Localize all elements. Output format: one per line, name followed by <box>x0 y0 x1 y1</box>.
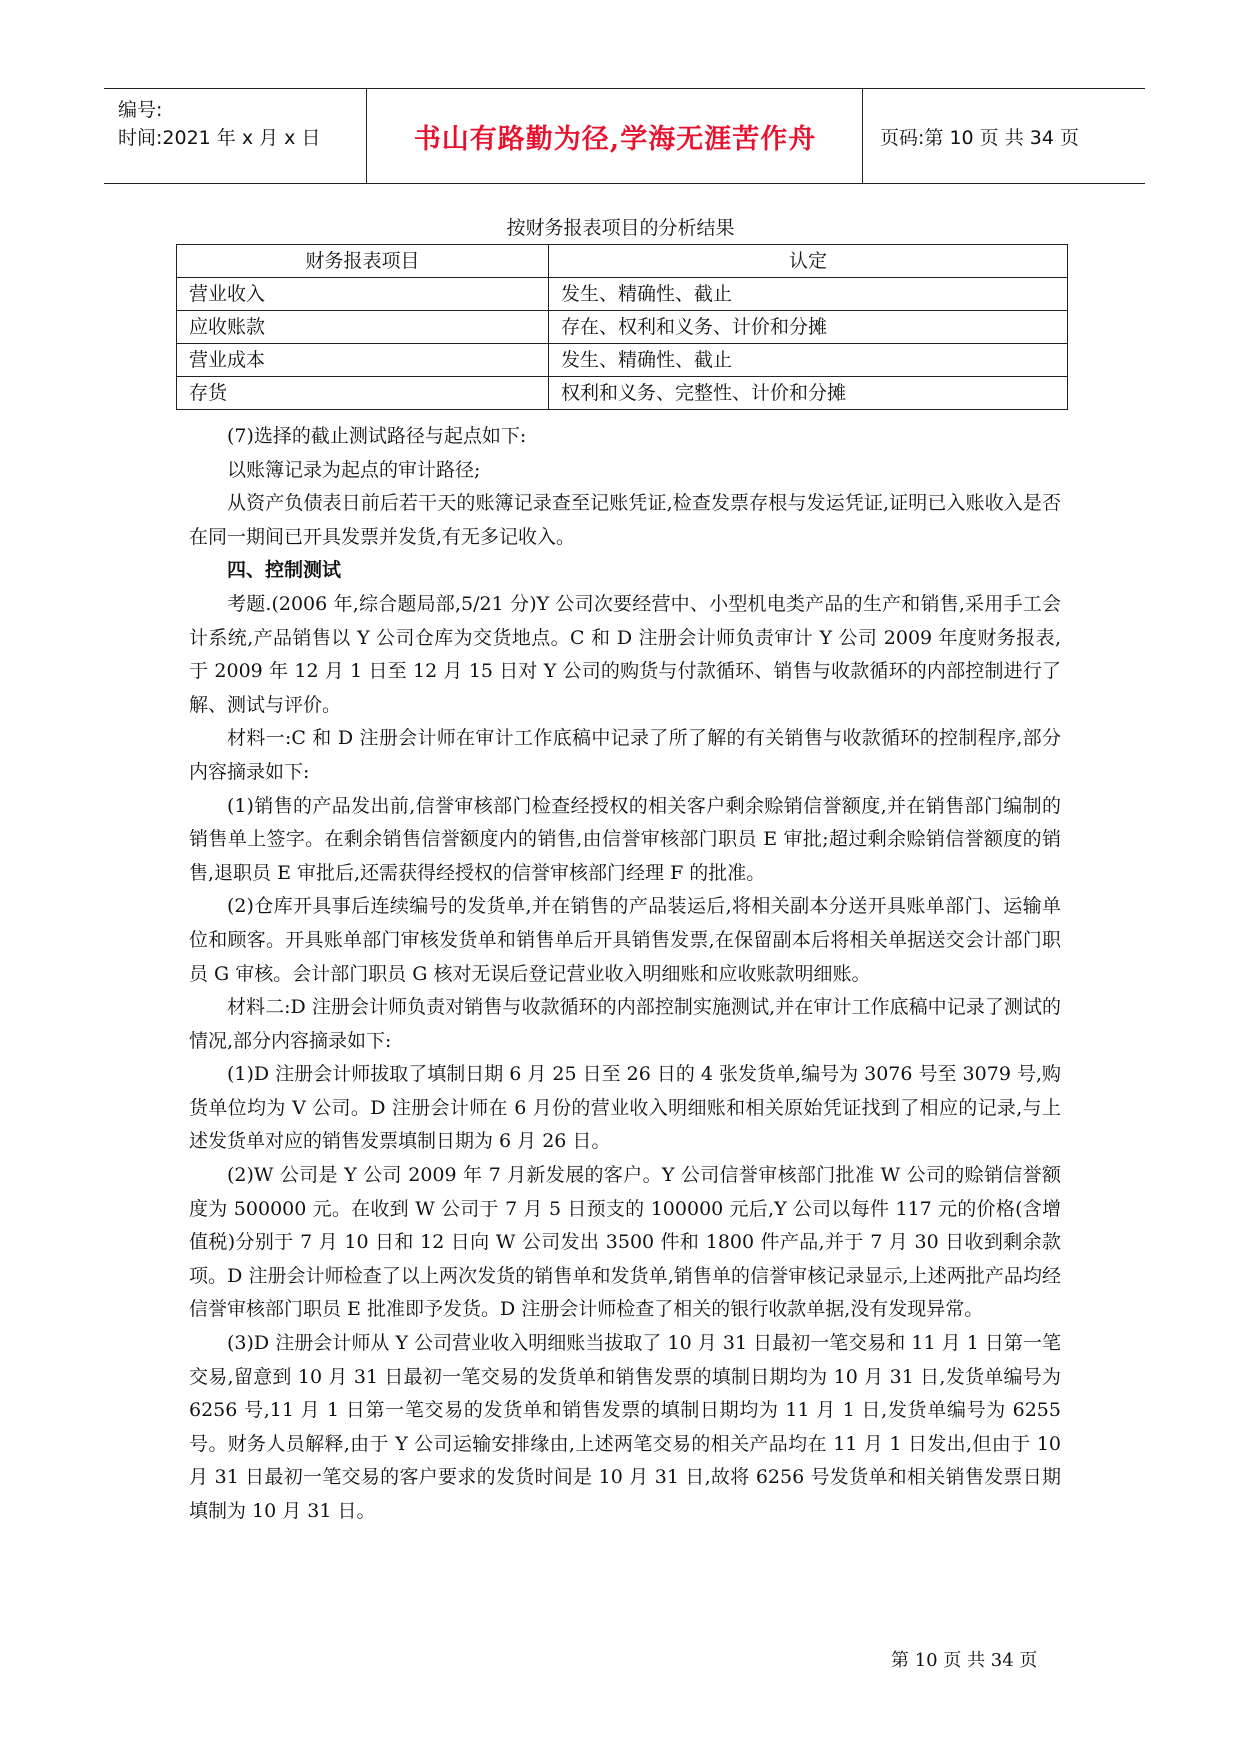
header-page-info: 页码:第 10 页 共 34 页 <box>880 127 1079 149</box>
paragraph-material-one-item-1: (1)销售的产品发出前,信誉审核部门检查经授权的相关客户剩余赊销信誉额度,并在销售部门编制的销售单上签字。在剩余销售信誉额度内的销售,由信誉审核部门职员 E 审批;超过剩余赊销信誉额度的销售,退职员 E 审批后,还需获得经授权的信誉审核部门经理 F 的批准。 <box>189 794 1061 884</box>
page-footer: 第 10 页 共 34 页 <box>891 1650 1038 1671</box>
header-meta <box>104 89 367 183</box>
header-motto: 书山有路勤为径,学海无涯苦作舟 <box>413 124 817 155</box>
table-cell-item: 应收账款 <box>177 311 549 344</box>
paragraph-material-one: 材料一:C 和 D 注册会计师在审计工作底稿中记录了所了解的有关销售与收款循环的控制程序,部分内容摘录如下: <box>189 727 1061 783</box>
table-row <box>177 344 1068 377</box>
table-cell-assertion: 发生、精确性、截止 <box>549 278 1068 311</box>
table-header-item: 财务报表项目 <box>177 245 549 278</box>
table-cell-item: 存货 <box>177 377 549 410</box>
table-header-assertion: 认定 <box>549 245 1068 278</box>
table-caption: 按财务报表项目的分析结果 <box>506 217 735 239</box>
paragraph-exam-question: 考题.(2006 年,综合题局部,5/21 分)Y 公司次要经营中、小型机电类产品的生产和销售,采用手工会计系统,产品销售以 Y 公司仓库为交货地点。C 和 D 注册会计师负责审计 Y 公司 2009 年度财务报表,于 2009 年 12 月 1 日至 12 月 15 日对 Y 公司的购货与付款循环、销售与收款循环的内部控制进行了解、测试与评价。 <box>189 592 1061 716</box>
paragraph-material-two-item-1: (1)D 注册会计师拔取了填制日期 6 月 25 日至 26 日的 4 张发货单,编号为 3076 号至 3079 号,购货单位均为 V 公司。D 注册会计师在 6 月份的营业收入明细账和相关原始凭证找到了相应的记录,与上述发货单对应的销售发票填制日期为 6 月 26 日。 <box>189 1063 1061 1153</box>
table-cell-item: 营业收入 <box>177 278 549 311</box>
table-cell-assertion: 存在、权利和义务、计价和分摊 <box>549 311 1068 344</box>
table-row <box>177 377 1068 410</box>
paragraph-audit-path: 以账簿记录为起点的审计路径; <box>227 458 481 481</box>
paragraph-material-two: 材料二:D 注册会计师负责对销售与收款循环的内部控制实施测试,并在审计工作底稿中记录了测试的情况,部分内容摘录如下: <box>189 996 1061 1052</box>
table-cell-assertion: 权利和义务、完整性、计价和分摊 <box>549 377 1068 410</box>
paragraph-material-two-item-2: (2)W 公司是 Y 公司 2009 年 7 月新发展的客户。Y 公司信誉审核部门批准 W 公司的赊销信誉额度为 500000 元。在收到 W 公司于 7 月 5 日预支的 100000 元后,Y 公司以每件 117 元的价格(含增值税)分别于 7 月 10 日和 12 日向 W 公司发出 3500 件和 1800 件产品,并于 7 月 30 日收到剩余款项。D 注册会计师检查了以上两次发货的销售单和发货单,销售单的信誉审核记录显示,上述两批产品均经信誉审核部门职员 E 批准即予发货。D 注册会计师检查了相关的银行收款单据,没有发现异常。 <box>189 1164 1061 1321</box>
document-time-label: 时间:2021 年 x 月 x 日 <box>118 127 321 149</box>
table-cell-item: 营业成本 <box>177 344 549 377</box>
page-header <box>104 88 1145 184</box>
paragraph-material-two-item-3: (3)D 注册会计师从 Y 公司营业收入明细账当拔取了 10 月 31 日最初一笔交易和 11 月 1 日第一笔交易,留意到 10 月 31 日最初一笔交易的发货单和销售发票的填制日期均为 10 月 31 日,发货单编号为 6256 号,11 月 1 日第一笔交易的发货单和销售发票的填制日期均为 11 月 1 日,发货单编号为 6255 号。财务人员解释,由于 Y 公司运输安排缘由,上述两笔交易的相关产品均在 11 月 1 日发出,但由于 10 月 31 日最初一笔交易的客户要求的发货时间是 10 月 31 日,故将 6256 号发货单和相关销售发票日期填制为 10 月 31 日。 <box>189 1332 1061 1522</box>
header-page-cell <box>864 89 1145 183</box>
section-heading: 四、控制测试 <box>227 559 342 582</box>
table-header-row <box>177 245 1068 278</box>
paragraph-material-one-item-2: (2)仓库开具事后连续编号的发货单,并在销售的产品装运后,将相关副本分送开具账单部门、运输单位和顾客。开具账单部门审核发货单和销售单后开具销售发票,在保留副本后将相关单据送交会计部门职员 G 审核。会计部门职员 G 核对无误后登记营业收入明细账和应收账款明细账。 <box>189 895 1061 985</box>
document-body <box>189 420 1061 1529</box>
document-number-label: 编号: <box>118 99 163 121</box>
table-row <box>177 278 1068 311</box>
table-cell-assertion: 发生、精确性、截止 <box>549 344 1068 377</box>
paragraph-cutoff-path: (7)选择的截止测试路径与起点如下: <box>227 425 527 447</box>
table-row <box>177 311 1068 344</box>
paragraph-cutoff-method: 从资产负债表日前后若干天的账簿记录查至记账凭证,检查发票存根与发运凭证,证明已入账收入是否在同一期间已开具发票并发货,有无多记收入。 <box>189 492 1061 548</box>
assertion-table <box>176 244 1068 410</box>
header-motto-cell <box>368 89 863 183</box>
